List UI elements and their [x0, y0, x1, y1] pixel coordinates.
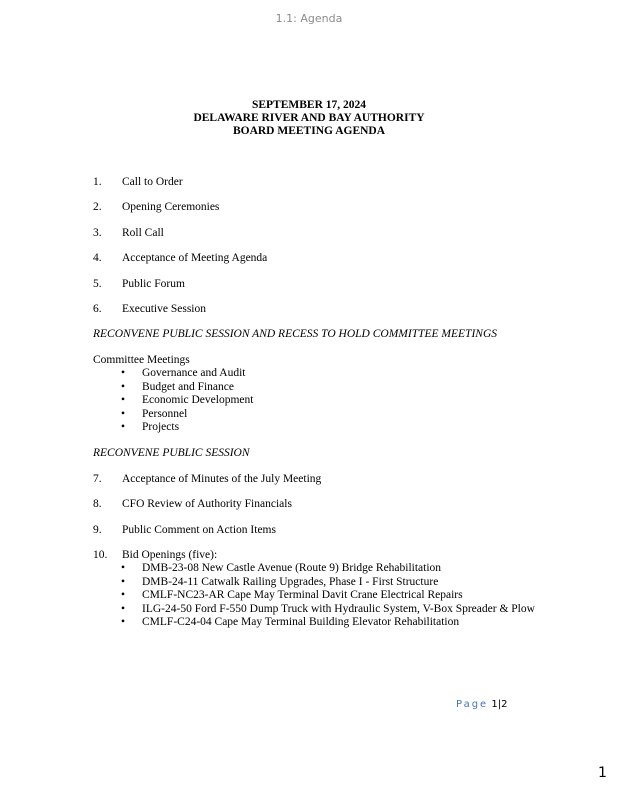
list-item: • Economic Development — [121, 394, 253, 408]
footer-current-page: 1 — [491, 699, 498, 710]
agenda-item: 9. Public Comment on Action Items — [93, 524, 276, 536]
page-footer — [456, 699, 508, 710]
agenda-item: 1. Call to Order — [93, 176, 183, 188]
list-item: • Projects — [121, 421, 253, 435]
title-date: SEPTEMBER 17, 2024 — [251, 99, 367, 111]
agenda-item: 5. Public Forum — [93, 278, 185, 290]
section-heading-recess: RECONVENE PUBLIC SESSION AND RECESS TO HOLD COMMITTEE MEETINGS — [93, 328, 497, 340]
committee-meetings-heading: Committee Meetings — [93, 354, 190, 366]
list-item: • CMLF-C24-04 Cape May Terminal Building Elevator Rehabilitation — [121, 616, 535, 630]
page-number: 1 — [598, 765, 607, 781]
agenda-item: 2. Opening Ceremonies — [93, 201, 220, 213]
agenda-title — [0, 99, 618, 138]
agenda-item: 4. Acceptance of Meeting Agenda — [93, 252, 268, 264]
list-item: • Governance and Audit — [121, 367, 253, 381]
agenda-item: 3. Roll Call — [93, 227, 164, 239]
list-item: • DMB-23-08 New Castle Avenue (Route 9) Bridge Rehabilitation — [121, 562, 535, 576]
footer-total-pages: 2 — [501, 699, 508, 710]
list-item: • CMLF-NC23-AR Cape May Terminal Davit Crane Electrical Repairs — [121, 589, 535, 603]
title-organization: DELAWARE RIVER AND BAY AUTHORITY — [193, 112, 425, 124]
section-heading-reconvene: RECONVENE PUBLIC SESSION — [93, 447, 250, 459]
bid-list — [121, 562, 535, 630]
title-document: BOARD MEETING AGENDA — [232, 125, 386, 137]
agenda-item: 8. CFO Review of Authority Financials — [93, 498, 292, 510]
list-item: • ILG-24-50 Ford F-550 Dump Truck with Hydraulic System, V-Box Spreader & Plow — [121, 603, 535, 617]
document-header-label: 1.1: Agenda — [275, 12, 343, 25]
agenda-item: 10. Bid Openings (five): — [93, 549, 218, 561]
agenda-item: 6. Executive Session — [93, 303, 206, 315]
footer-page-word: Page — [456, 699, 489, 710]
list-item: • Personnel — [121, 408, 253, 422]
list-item: • Budget and Finance — [121, 381, 253, 395]
committee-list — [121, 367, 253, 435]
agenda-item: 7. Acceptance of Minutes of the July Meeting — [93, 473, 322, 485]
footer-separator: | — [497, 699, 502, 710]
list-item: • DMB-24-11 Catwalk Railing Upgrades, Phase I - First Structure — [121, 576, 535, 590]
